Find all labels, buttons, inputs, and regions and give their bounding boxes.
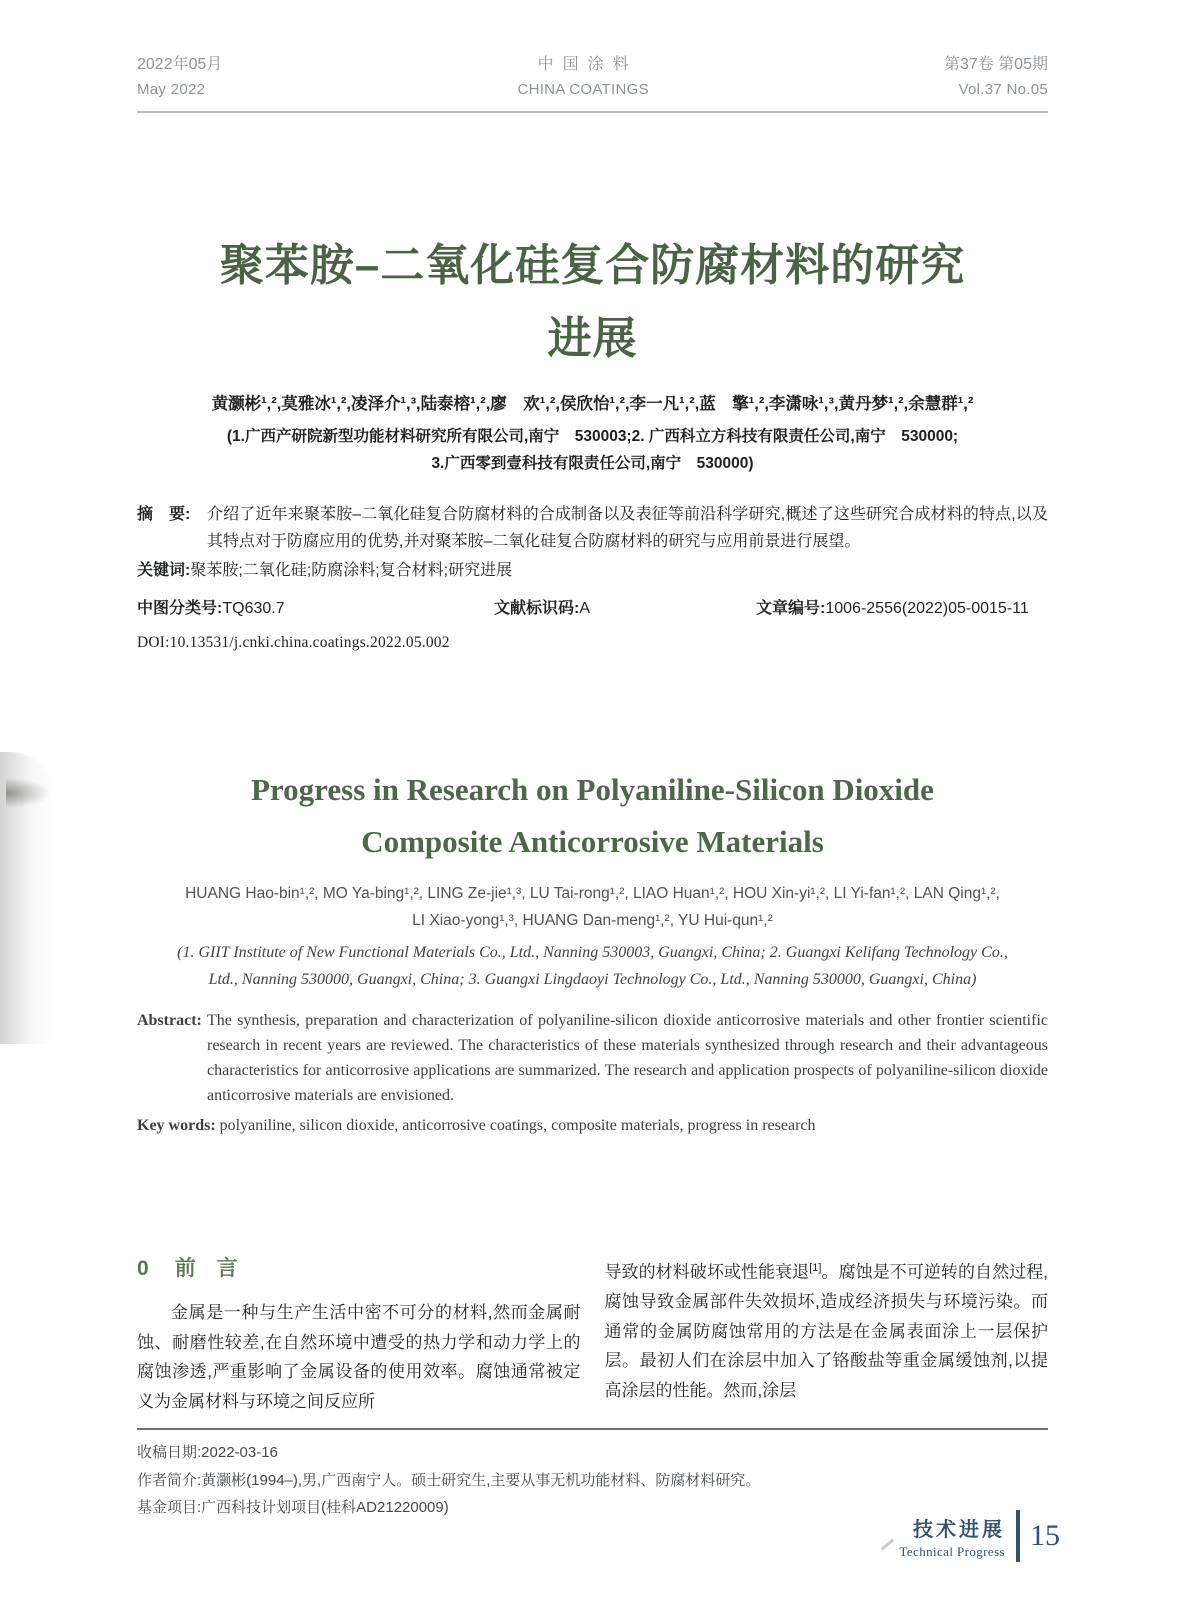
clc-value: TQ630.7 <box>222 600 285 617</box>
affiliation-en-line1: (1. GIIT Institute of New Functional Materials Co., Ltd., Nanning 530003, Guangxi, China; 2. Guangxi Kelifang Technology Co., <box>177 944 1008 961</box>
keywords-en-text: polyaniline, silicon dioxide, anticorrosive coatings, composite materials, progress in research <box>219 1117 816 1134</box>
affiliation-zh-line2: 3.广西零到壹科技有限责任公司,南宁 530000) <box>431 455 754 472</box>
authors-en-line2: LI Xiao-yong¹,³, HUANG Dan-meng¹,², YU Hui-qun¹,² <box>412 912 773 929</box>
header-date-zh: 2022年05月 <box>137 56 223 73</box>
footer-column-zh: 技术进展 <box>913 1518 1005 1541</box>
right-column <box>605 1254 1049 1405</box>
footer-column-name <box>899 1513 1005 1560</box>
footnote-bio-value: 黄灏彬(1994–),男,广西南宁人。硕士研究生,主要从事无机功能材料、防腐材料研究。 <box>201 1471 761 1489</box>
affiliation-zh-line1: (1.广西产研院新型功能材料研究所有限公司,南宁 530003;2. 广西科立方科技有限责任公司,南宁 530000; <box>226 428 959 445</box>
section-title: 前 言 <box>174 1257 238 1280</box>
keywords-zh-text: 聚苯胺;二氧化硅;防腐涂料;复合材料;研究进展 <box>190 562 513 579</box>
left-column <box>137 1254 581 1416</box>
body-right-pre-ref: 导致的材料破坏或性能衰退 <box>604 1262 810 1282</box>
clc-number <box>137 597 494 621</box>
keywords-en <box>137 1113 1048 1138</box>
journal-name <box>517 52 648 102</box>
article-title-en <box>137 764 1048 868</box>
keywords-zh <box>137 557 1048 584</box>
journal-name-zh: 中国涂料 <box>537 56 638 73</box>
header-issue <box>944 52 1048 102</box>
article-id <box>756 597 1029 621</box>
header-issue-zh: 第37卷 第05期 <box>943 56 1048 73</box>
keywords-zh-label: 关键词: <box>137 562 191 579</box>
article-title-zh-line2: 进展 <box>547 314 638 363</box>
abstract-en-label: Abstract: <box>137 1012 202 1029</box>
keywords-en-label: Key words: <box>137 1117 216 1134</box>
footnote-received <box>137 1439 1048 1467</box>
header-date-en: May 2022 <box>137 81 206 98</box>
section-heading <box>137 1254 581 1284</box>
document-code <box>494 597 756 621</box>
page-number: 15 <box>1030 1519 1060 1552</box>
article-title-en-line1: Progress in Research on Polyaniline-Silicon Dioxide <box>251 772 934 807</box>
footnote-fund-value: 广西科技计划项目(桂科AD21220009) <box>201 1499 449 1516</box>
article-id-label: 文章编号: <box>756 600 826 617</box>
header-date <box>137 52 222 102</box>
footer-accent-mark <box>881 1539 894 1551</box>
footnotes <box>137 1428 1048 1522</box>
abstract-zh-text: 介绍了近年来聚苯胺–二氧化硅复合防腐材料的合成制备以及表征等前沿科学研究,概述了这些研究合成材料的特点,以及其特点对于防腐应用的优势,并对聚苯胺–二氧化硅复合防腐材料的研究与应用前景进行展望。 <box>207 506 1048 550</box>
footer-column-en: Technical Progress <box>899 1543 1005 1559</box>
abstract-en-text: The synthesis, preparation and characterization of polyaniline-silicon dioxide anticorrosive materials and other frontier scientific research in recent years are reviewed. The characteristics of these materials synthesized through research and their advantageous characteristics for anticorrosive applications are summarized. The research and application prospects of polyaniline-silicon dioxide anticorrosive materials are envisioned. <box>207 1012 1048 1104</box>
journal-name-en: CHINA COATINGS <box>517 81 649 98</box>
footnote-received-value: 2022-03-16 <box>201 1444 278 1461</box>
footnote-bio <box>137 1467 1048 1495</box>
body-columns <box>137 1254 1048 1416</box>
article-id-value: 1006-2556(2022)05-0015-11 <box>825 600 1029 617</box>
abstract-en <box>137 1008 1048 1108</box>
affiliations-en <box>137 939 1048 993</box>
footer-divider-bar <box>1016 1510 1020 1562</box>
authors-zh: 黄灏彬¹,²,莫雅冰¹,²,凌泽介¹,³,陆泰榕¹,²,廖 欢¹,²,侯欣怡¹,²,李一凡¹,²,蓝 擎¹,²,李潇咏¹,³,黄丹梦¹,²,余慧群¹,² <box>211 395 974 413</box>
body-right-post-ref: 。腐蚀是不可逆转的自然过程,腐蚀导致金属部件失效损坏,造成经济损失与环境污染。而通常的金属防腐蚀常用的方法是在金属表面涂上一层保护层。最初人们在涂层中加入了铬酸盐等重金属缓蚀剂,以提高涂层的性能。然而,涂层 <box>604 1262 1049 1400</box>
affiliations-zh <box>137 423 1048 477</box>
article-title-zh-line1: 聚苯胺–二氧化硅复合防腐材料的研究 <box>219 241 966 290</box>
header-issue-en: Vol.37 No.05 <box>958 81 1048 98</box>
doi: DOI:10.13531/j.cnki.china.coatings.2022.05.002 <box>137 634 450 651</box>
footnote-received-label: 收稿日期: <box>137 1444 202 1461</box>
authors-en-line1: HUANG Hao-bin¹,², MO Ya-bing¹,², LING Ze-jie¹,³, LU Tai-rong¹,², LIAO Huan¹,², HOU Xin-yi¹,², LI Yi-fan¹,², LAN Qing¹,², <box>185 885 1000 902</box>
document-code-value: A <box>579 600 591 617</box>
footnote-fund-label: 基金项目: <box>137 1499 202 1516</box>
page-edge-shadow <box>0 752 54 1044</box>
article-meta-zh <box>137 501 1048 652</box>
body-paragraph-left: 金属是一种与生产生活中密不可分的材料,然而金属耐蚀、耐磨性较差,在自然环境中遭受的热力学和动力学上的腐蚀渗透,严重影响了金属设备的使用效率。腐蚀通常被定义为金属材料与环境之间反应所 <box>137 1303 581 1411</box>
article-title-en-line2: Composite Anticorrosive Materials <box>361 824 824 859</box>
document-code-label: 文献标识码: <box>494 600 580 617</box>
footnote-bio-label: 作者简介: <box>137 1471 202 1489</box>
affiliation-en-line2: Ltd., Nanning 530000, Guangxi, China; 3. Guangxi Lingdaoyi Technology Co., Ltd., Nanning 530000, Guangxi, China) <box>208 971 977 988</box>
classification-row <box>137 597 1048 621</box>
abstract-zh <box>137 501 1048 555</box>
citation-ref-1: [1] <box>809 1262 822 1274</box>
authors-en <box>137 880 1048 934</box>
abstract-zh-label: 摘 要: <box>137 506 191 523</box>
journal-header <box>137 52 1048 113</box>
section-number: 0 <box>137 1257 149 1280</box>
body-paragraph-right <box>605 1254 1049 1405</box>
article-title-zh <box>137 229 1048 375</box>
page-footer <box>880 1510 1060 1562</box>
clc-label: 中图分类号: <box>137 600 223 617</box>
